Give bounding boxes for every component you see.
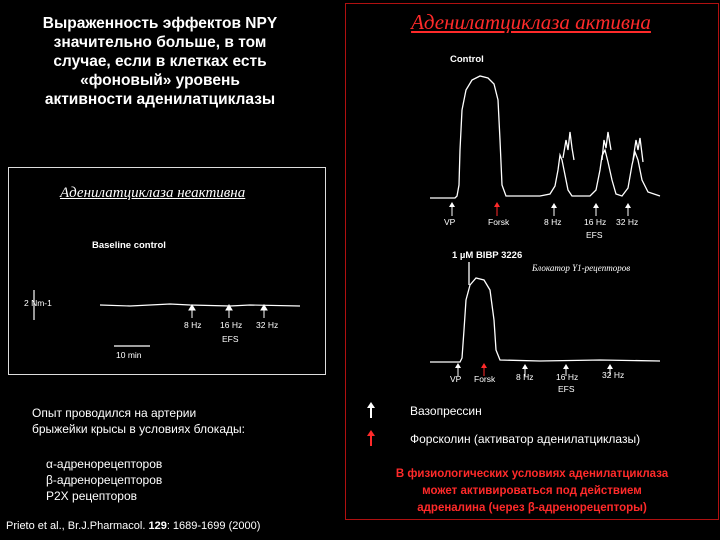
bibp-title: 1 µM BIBP 3226: [452, 250, 523, 261]
control-freq-label: 8 Hz: [544, 217, 562, 227]
baseline-time-label: 10 min: [116, 350, 142, 360]
citation: [6, 520, 260, 532]
blockade-list: [46, 456, 162, 504]
bibp-efs-label: EFS: [558, 384, 575, 394]
list-item: β-адренорецепторов: [46, 473, 163, 487]
list-item: α-адренорецепторов: [46, 457, 163, 471]
legend-vasopressin: Вазопрессин: [410, 404, 482, 418]
experiment-line: Опыт проводился на артерии: [32, 406, 197, 420]
citation-volume: 129: [148, 520, 167, 532]
legend-arrow-white-icon: [367, 402, 375, 418]
control-freq-label: 16 Hz: [584, 217, 607, 227]
bibp-marker: Forsk: [474, 374, 496, 384]
baseline-title: Baseline control: [92, 240, 166, 251]
bibp-marker: VP: [450, 374, 462, 384]
experiment-line: брыжейки крысы в условиях блокады:: [32, 422, 245, 436]
left-heading-line: «фоновый» уровень: [80, 72, 240, 89]
conclusion-line: В физиологических условиях аденилатциклаза: [395, 468, 669, 480]
baseline-arrows: [189, 305, 267, 318]
list-item: P2X рецепторов: [46, 489, 138, 503]
bibp-freq-label: 16 Hz: [556, 372, 579, 382]
left-heading-line: Выраженность эффектов NPY: [42, 15, 278, 32]
control-title: Control: [450, 54, 484, 65]
baseline-freq-label: 8 Hz: [184, 320, 202, 330]
legend-forskolin: Форсколин (активатор аденилатциклазы): [410, 432, 641, 446]
left-heading-line: значительно больше, в том: [53, 34, 267, 51]
bibp-freq-label: 8 Hz: [516, 372, 534, 382]
bibp-trace: [430, 262, 660, 362]
inactive-heading: Аденилатциклаза неактивна: [60, 185, 246, 201]
left-heading-line: случае, если в клетках есть: [53, 53, 267, 70]
conclusion: [346, 466, 718, 517]
control-freq-label: 32 Hz: [616, 217, 639, 227]
control-marker: Forsk: [488, 217, 510, 227]
left-heading-line: активности аденилатциклазы: [44, 91, 276, 108]
baseline-scale-label: 2 Nm-1: [24, 298, 52, 308]
conclusion-line: адреналина (через β-адренорецепторы): [417, 502, 647, 514]
bibp-freq-label: 32 Hz: [602, 370, 625, 380]
citation-authors: Prieto et al., Br.J.Pharmacol.: [6, 520, 149, 532]
control-marker: VP: [444, 217, 456, 227]
baseline-efs-label: EFS: [222, 334, 239, 344]
bibp-annotation: Блокатор Y1-рецепторов: [532, 263, 631, 273]
control-efs-label: EFS: [586, 230, 603, 240]
control-arrows: [449, 202, 631, 216]
experiment-description: [32, 405, 245, 437]
baseline-freq-label: 32 Hz: [256, 320, 279, 330]
baseline-freq-label: 16 Hz: [220, 320, 243, 330]
citation-pages: : 1689-1699 (2000): [166, 520, 261, 532]
conclusion-line: может активироваться под действием: [422, 485, 642, 497]
baseline-trace: [34, 290, 300, 346]
control-trace: [430, 76, 660, 198]
legend-arrow-red-icon: [367, 430, 375, 446]
active-heading: Аденилатциклаза активна: [411, 10, 651, 34]
